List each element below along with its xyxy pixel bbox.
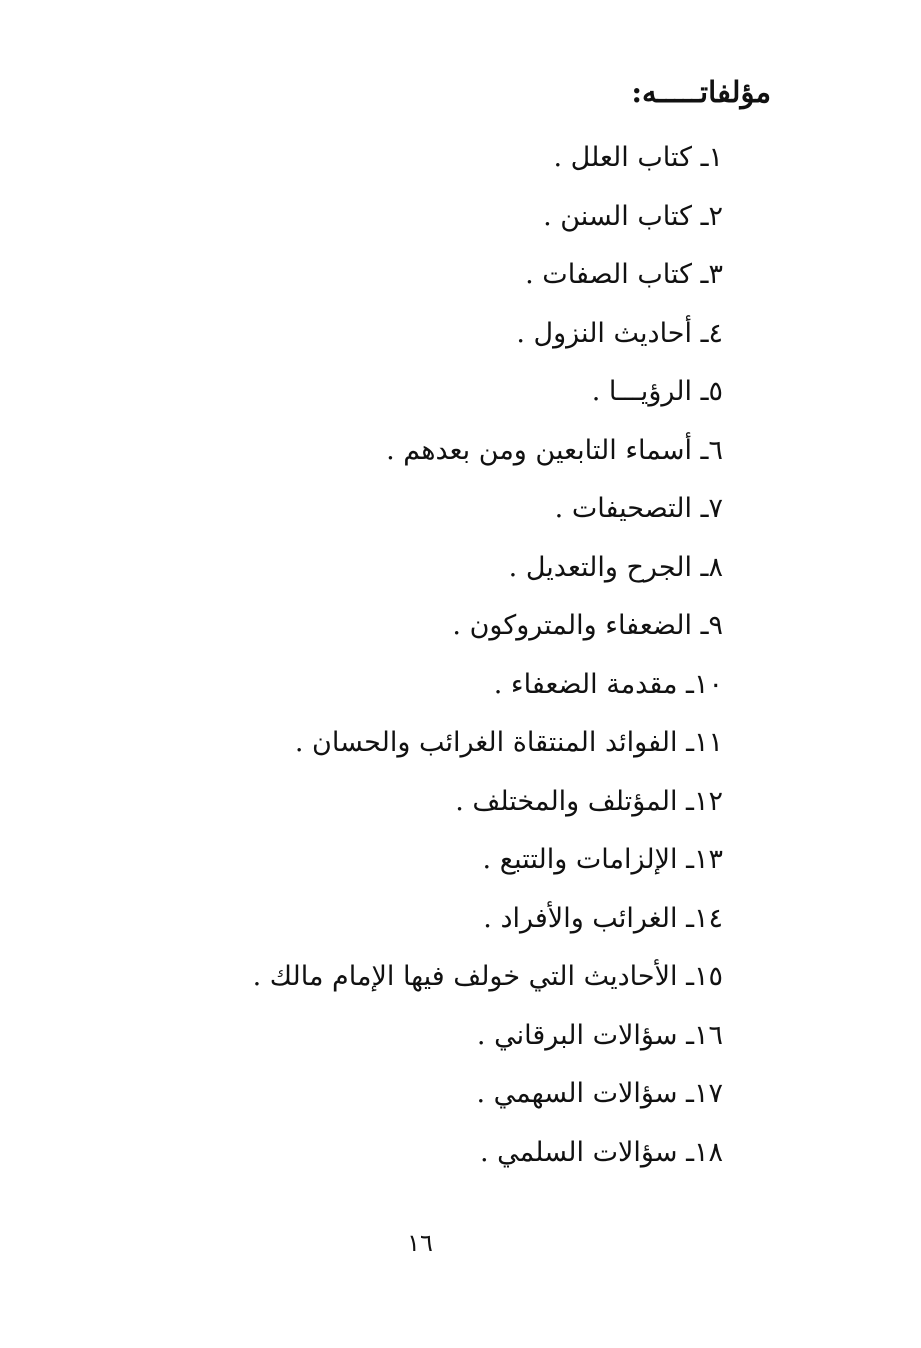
work-item: ٩ـ الضعفاء والمتروكون .	[452, 610, 723, 641]
work-item: ١١ـ الفوائد المنتقاة الغرائب والحسان .	[294, 727, 723, 758]
work-item: ١٣ـ الإلزامات والتتبع .	[482, 844, 723, 875]
work-item: ٨ـ الجرح والتعديل .	[508, 551, 723, 583]
work-item: ٢ـ كتاب السنن .	[543, 200, 723, 232]
work-item: ١٦ـ سؤالات البرقاني .	[476, 1019, 723, 1051]
work-item: ٤ـ أحاديث النزول .	[516, 317, 723, 349]
work-item: ٦ـ أسماء التابعين ومن بعدهم .	[386, 434, 723, 466]
section-heading: مؤلفاتـــــه:	[631, 75, 771, 109]
work-item: ١٧ـ سؤالات السهمي .	[476, 1078, 723, 1109]
works-list	[33, 138, 723, 1191]
work-item: ١٥ـ الأحاديث التي خولف فيها الإمام مالك .	[252, 961, 723, 992]
work-item: ١ـ كتاب العلل .	[553, 142, 723, 173]
work-item: ٥ـ الرؤيـــا .	[591, 376, 723, 407]
work-item: ١٢ـ المؤتلف والمختلف .	[455, 785, 723, 817]
work-item: ١٠ـ مقدمة الضعفاء .	[493, 668, 723, 700]
work-item: ١٨ـ سؤالات السلمي .	[479, 1136, 723, 1168]
work-item: ٧ـ التصحيفات .	[554, 493, 723, 524]
page-number: ١٦	[407, 1229, 433, 1257]
work-item: ٣ـ كتاب الصفات .	[525, 259, 723, 290]
work-item: ١٤ـ الغرائب والأفراد .	[483, 902, 723, 934]
